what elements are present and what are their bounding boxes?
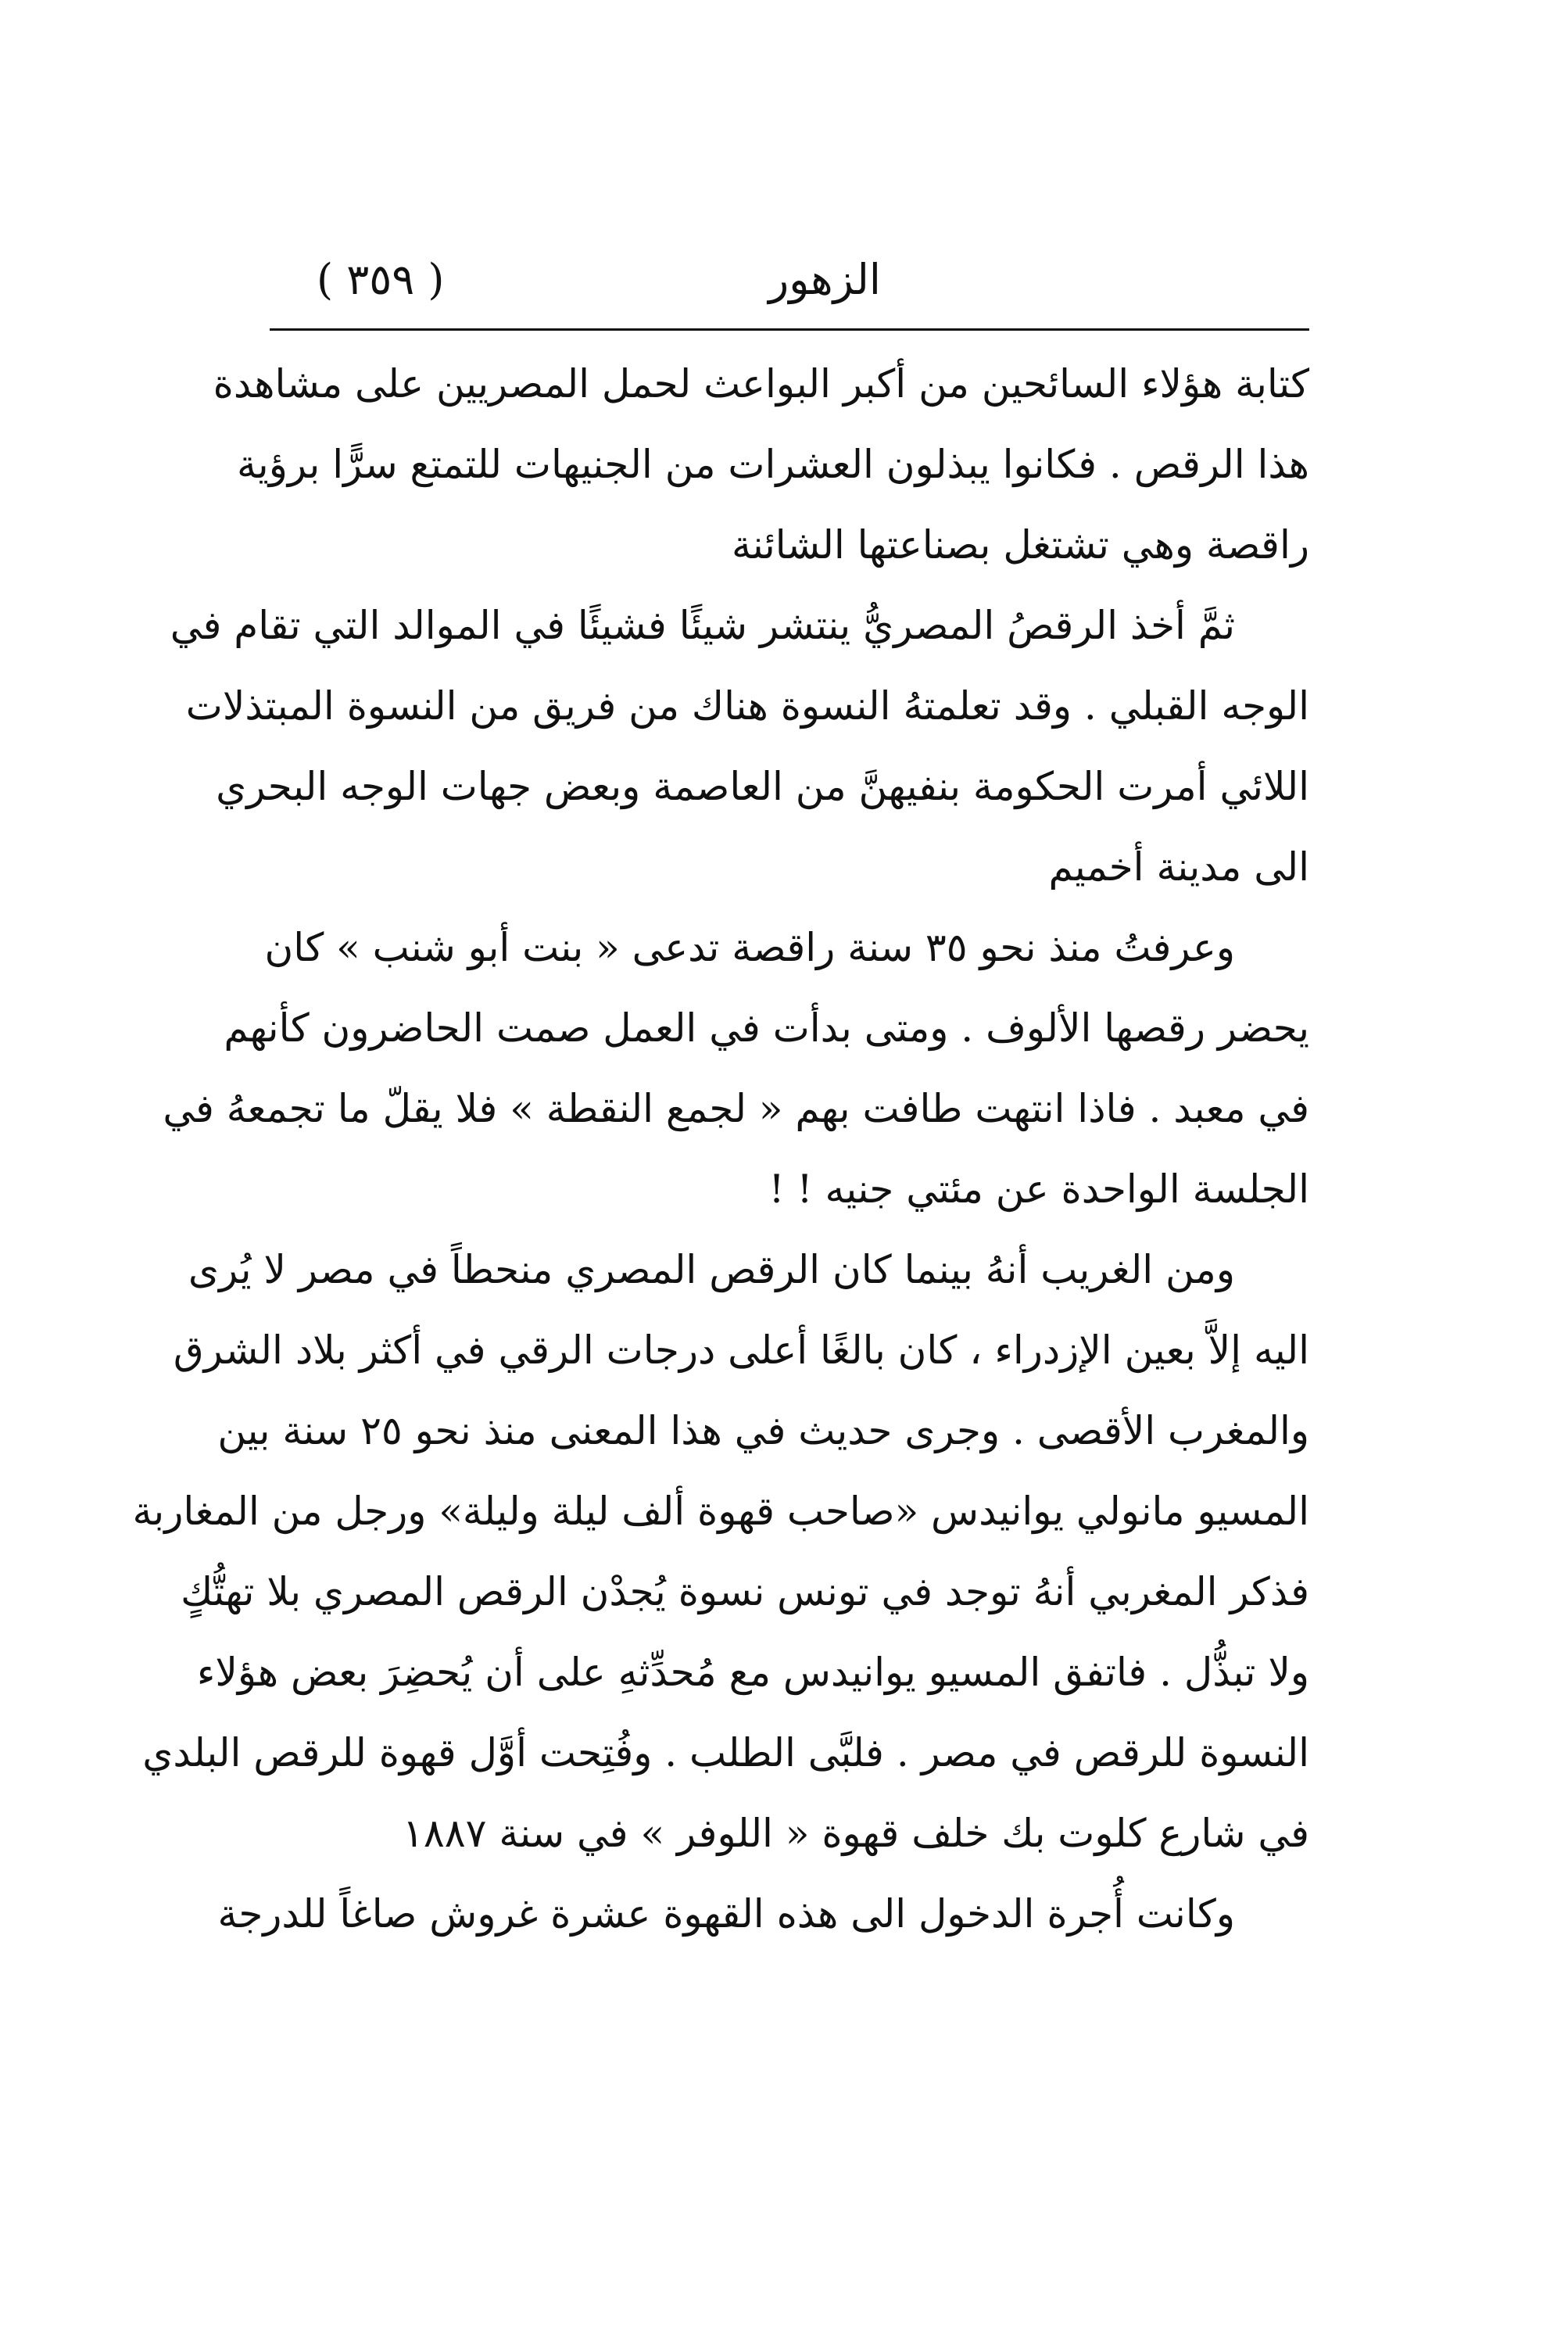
text-line: في شارع كلوت بك خلف قهوة « اللوفر » في سنة ١٨٨٧ <box>403 1811 1309 1856</box>
text-line: كتابة هؤلاء السائحين من أكبر البواعث لحمل المصريين على مشاهدة <box>213 361 1309 407</box>
text-line: في معبد . فاذا انتهت طافت بهم « لجمع النقطة » فلا يقلّ ما تجمعهُ في <box>163 1086 1309 1131</box>
text-line: اللائي أمرت الحكومة بنفيهنَّ من العاصمة وبعض جهات الوجه البحري <box>216 764 1309 809</box>
text-line: هذا الرقص . فكانوا يبذلون العشرات من الجنيهات للتمتع سرًّا برؤية <box>236 442 1309 487</box>
text-line: المسيو مانولي يوانيدس «صاحب قهوة ألف ليلة وليلة» ورجل من المغاربة <box>132 1489 1309 1534</box>
text-line: اليه إلاَّ بعين الإزدراء ، كان بالغًا أعلى درجات الرقي في أكثر بلاد الشرق <box>173 1328 1309 1373</box>
text-line: الجلسة الواحدة عن مئتي جنيه ! ! <box>768 1166 1309 1212</box>
header-rule <box>270 328 1309 331</box>
text-line: راقصة وهي تشتغل بصناعتها الشائنة <box>731 522 1309 568</box>
text-line: الى مدينة أخميم <box>1048 844 1309 890</box>
text-line: فذكر المغربي أنهُ توجد في تونس نسوة يُجدْن الرقص المصري بلا تهتُّكٍ <box>181 1569 1309 1614</box>
text-line: ثمَّ أخذ الرقصُ المصريُّ ينتشر شيئًا فشيئًا في الموالد التي تقام في <box>170 603 1235 648</box>
text-line: النسوة للرقص في مصر . فلبَّى الطلب . وفُتِحت أوَّل قهوة للرقص البلدي <box>142 1730 1309 1775</box>
running-title: الزهور <box>768 255 881 304</box>
page-header <box>270 249 1309 321</box>
text-line: وكانت أُجرة الدخول الى هذه القهوة عشرة غروش صاغاً للدرجة <box>217 1891 1235 1937</box>
text-line: الوجه القبلي . وقد تعلمتهُ النسوة هناك من فريق من النسوة المبتذلات <box>185 683 1309 729</box>
text-line: وعرفتُ منذ نحو ٣٥ سنة راقصة تدعى « بنت أبو شنب » كان <box>264 925 1235 970</box>
text-line: والمغرب الأقصى . وجرى حديث في هذا المعنى منذ نحو ٢٥ سنة بين <box>217 1408 1309 1453</box>
text-line: يحضر رقصها الألوف . ومتى بدأت في العمل صمت الحاضرون كأنهم <box>224 1005 1309 1051</box>
text-line: ولا تبذُّل . فاتفق المسيو يوانيدس مع مُحدِّثهِ على أن يُحضِرَ بعض هؤلاء <box>196 1650 1309 1695</box>
page-number: ( ٣٥٩ ) <box>317 255 445 304</box>
text-line: ومن الغريب أنهُ بينما كان الرقص المصري منحطاً في مصر لا يُرى <box>188 1247 1235 1292</box>
body-text <box>132 344 1309 2064</box>
